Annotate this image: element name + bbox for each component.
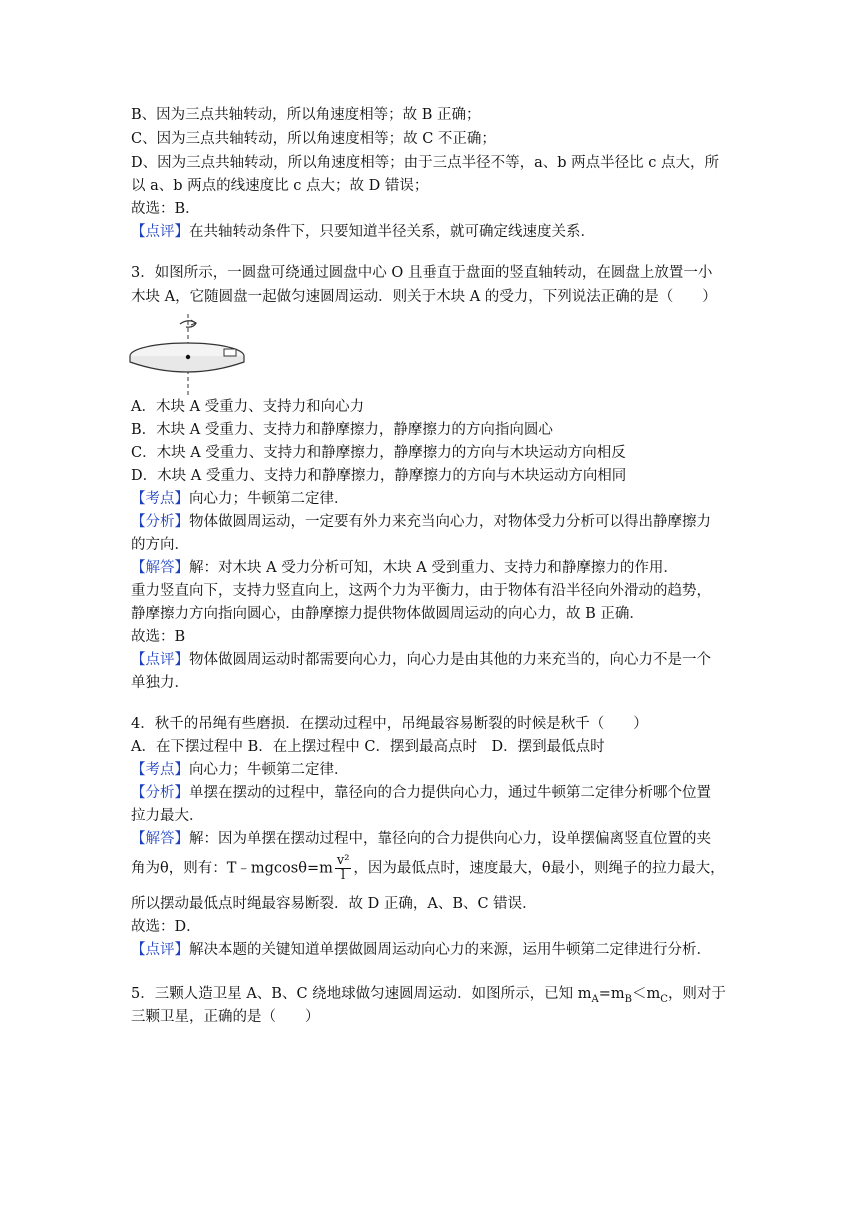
jieda-tag: 【解答】 bbox=[131, 831, 189, 847]
q3-review-line2: 单独力． bbox=[131, 675, 189, 691]
review-text: 在共轴转动条件下，只要知道半径关系，就可确定线速度关系． bbox=[189, 224, 595, 240]
prev-option-c: C、因为三点共轴转动，所以角速度相等；故 C 不正确； bbox=[131, 131, 496, 147]
q4-stem: 4．秋千的吊绳有些磨损．在摆动过程中，吊绳最容易断裂的时候是秋千（ ） bbox=[131, 716, 648, 732]
fenxi-text: 物体做圆周运动，一定要有外力来充当向心力，对物体受力分析可以得出静摩擦力 bbox=[189, 514, 711, 530]
review-tag: 【点评】 bbox=[131, 652, 189, 668]
kaodian-tag: 【考点】 bbox=[131, 762, 189, 778]
q4-fenxi-line2: 拉力最大． bbox=[131, 808, 204, 824]
q3-kaodian bbox=[131, 488, 731, 510]
review-tag: 【点评】 bbox=[131, 224, 189, 240]
q3-stem-line2: 木块 A，它随圆盘一起做匀速圆周运动．则关于木块 A 的受力，下列说法正确的是（ ） bbox=[131, 289, 717, 305]
mass-subscript-a: A bbox=[591, 993, 599, 1005]
kaodian-text: 向心力；牛顿第二定律． bbox=[189, 491, 349, 507]
q4-answer: 故选：D． bbox=[131, 919, 201, 935]
q3-answer: 故选：B bbox=[131, 629, 186, 645]
formula-prefix: 角为θ，则有：T﹣mgcosθ=m bbox=[131, 860, 333, 877]
q3-stem-line1: 3．如图所示，一圆盘可绕通过圆盘中心 O 且垂直于盘面的竖直轴转动，在圆盘上放置一小 bbox=[131, 265, 713, 281]
q5-stem-line2: 三颗卫星，正确的是（ ） bbox=[131, 1009, 320, 1025]
q3-option-d: D．木块 A 受重力、支持力和静摩擦力，静摩擦力的方向与木块运动方向相同 bbox=[131, 468, 627, 484]
rotating-disc-figure bbox=[128, 312, 250, 400]
q4-jieda-line3: 所以摆动最低点时绳最容易断裂．故 D 正确，A、B、C 错误． bbox=[131, 896, 537, 912]
q3-jieda-line2: 重力竖直向下，支持力竖直向上，这两个力为平衡力，由于物体有沿半径向外滑动的趋势， bbox=[131, 583, 711, 599]
q3-option-c: C．木块 A 受重力、支持力和静摩擦力，静摩擦力的方向与木块运动方向相反 bbox=[131, 445, 626, 461]
q3-jieda-line1 bbox=[131, 557, 731, 579]
prev-answer: 故选：B． bbox=[131, 201, 200, 217]
q5-stem-prefix: 5．三颗人造卫星 A、B、C 绕地球做匀速圆周运动．如图所示，已知 m bbox=[131, 986, 592, 1002]
q4-review bbox=[131, 939, 731, 961]
kaodian-text: 向心力；牛顿第二定律． bbox=[189, 762, 349, 778]
q5-stem-suffix: ，则对于 bbox=[667, 986, 726, 1002]
less-than-sign: ＜m bbox=[632, 986, 661, 1002]
prev-option-d-line1: D、因为三点共轴转动，所以角速度相等；由于三点半径不等，a、b 两点半径比 c 点大，所 bbox=[131, 155, 719, 171]
q3-fenxi-line1 bbox=[131, 511, 731, 533]
prev-option-b: B、因为三点共轴转动，所以角速度相等；故 B 正确； bbox=[131, 107, 481, 123]
equals-sign: =m bbox=[598, 986, 625, 1002]
mass-subscript-b: B bbox=[624, 993, 633, 1005]
q4-jieda-line2 bbox=[131, 854, 731, 883]
q4-kaodian bbox=[131, 759, 731, 781]
fenxi-tag: 【分析】 bbox=[131, 514, 189, 530]
q3-fenxi-line2: 的方向． bbox=[131, 537, 189, 553]
fraction-numerator: v² bbox=[336, 853, 350, 868]
review-text: 物体做圆周运动时都需要向心力，向心力是由其他的力来充当的，向心力不是一个 bbox=[189, 652, 711, 668]
q3-jieda-line3: 静摩擦力方向指向圆心，由静摩擦力提供物体做圆周运动的向心力，故 B 正确． bbox=[131, 606, 644, 622]
q3-option-b: B．木块 A 受重力、支持力和静摩擦力，静摩擦力的方向指向圆心 bbox=[131, 422, 553, 438]
q4-options: A．在下摆过程中 B．在上摆过程中 C．摆到最高点时 D．摆到最低点时 bbox=[131, 739, 605, 755]
fraction-denominator: l bbox=[341, 868, 346, 883]
review-tag: 【点评】 bbox=[131, 942, 189, 958]
prev-option-d-line2: 以 a、b 两点的线速度比 c 点大；故 D 错误； bbox=[131, 178, 429, 194]
jieda-text: 解：因为单摆在摆动过程中，靠径向的合力提供向心力，设单摆偏离竖直位置的夹 bbox=[189, 831, 711, 847]
fenxi-text: 单摆在摆动的过程中，靠径向的合力提供向心力，通过牛顿第二定律分析哪个位置 bbox=[189, 785, 711, 801]
review-text: 解决本题的关键知道单摆做圆周运动向心力的来源，运用牛顿第二定律进行分析． bbox=[189, 942, 711, 958]
q4-jieda-line1 bbox=[131, 828, 731, 850]
kaodian-tag: 【考点】 bbox=[131, 491, 189, 507]
q3-review-line1 bbox=[131, 649, 731, 671]
mass-subscript-c: C bbox=[660, 993, 668, 1005]
prev-review bbox=[131, 221, 731, 243]
velocity-fraction bbox=[335, 854, 352, 883]
q3-option-a: A．木块 A 受重力、支持力和向心力 bbox=[131, 399, 365, 415]
formula-suffix: ，因为最低点时，速度最大，θ最小，则绳子的拉力最大， bbox=[353, 860, 725, 877]
jieda-text: 解：对木块 A 受力分析可知，木块 A 受到重力、支持力和静摩擦力的作用． bbox=[189, 560, 678, 576]
jieda-tag: 【解答】 bbox=[131, 560, 189, 576]
fenxi-tag: 【分析】 bbox=[131, 785, 189, 801]
q4-fenxi-line1 bbox=[131, 782, 731, 804]
